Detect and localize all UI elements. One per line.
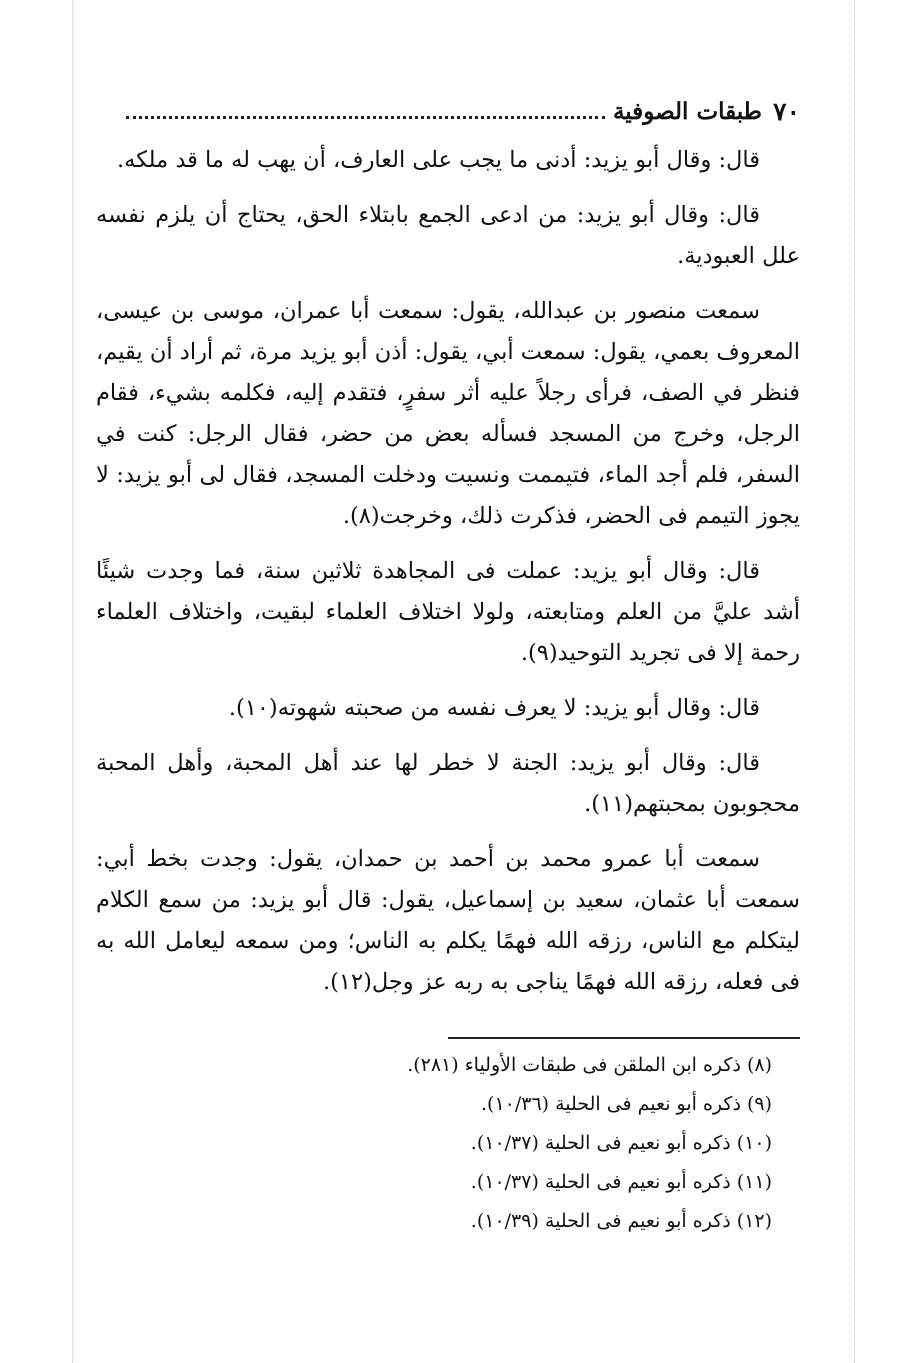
page-header (96, 96, 800, 136)
paragraph: قال: وقال أبو يزيد: عملت فى المجاهدة ثلاثين سنة، فما وجدت شيئًا أشد عليَّ من العلم ومتابعته، ولولا اختلاف العلماء لبقيت، واختلاف العلماء رحمة إلا فى تجريد التوحيد(٩). (96, 558, 800, 666)
footnote: (١٢) ذكره أبو نعيم فى الحلية (١٠/٣٩). (470, 1210, 772, 1232)
header-dotted-leader (126, 116, 605, 119)
footnotes (96, 1046, 800, 1241)
paragraph: قال: وقال أبو يزيد: لا يعرف نفسه من صحبته شهوته(١٠). (228, 695, 760, 721)
paragraph: قال: وقال أبو يزيد: الجنة لا خطر لها عند أهل المحبة، وأهل المحبة محجوبون بمحبتهم(١١). (96, 750, 800, 817)
footnote: (١٠) ذكره أبو نعيم فى الحلية (١٠/٣٧). (470, 1132, 772, 1154)
running-title: طبقات الصوفية (612, 98, 762, 125)
footnote: (٩) ذكره أبو نعيم فى الحلية (١٠/٣٦). (480, 1093, 772, 1115)
page-number: ٧٠ (773, 97, 800, 126)
footnote: (١١) ذكره أبو نعيم فى الحلية (١٠/٣٧). (470, 1171, 772, 1193)
scan-guide-line (72, 0, 73, 1363)
footnote-separator (448, 1037, 800, 1039)
paragraph: قال: وقال أبو يزيد: أدنى ما يجب على العارف، أن يهب له ما قد ملكه. (117, 147, 760, 173)
scan-guide-line (854, 0, 855, 1363)
paragraph: سمعت منصور بن عبدالله، يقول: سمعت أبا عمران، موسى بن عيسى، المعروف بعمي، يقول: سمعت أبي، يقول: أذن أبو يزيد مرة، ثم أراد أن يقيم، فنظر في الصف، فرأى رجلاً عليه أثر سفرٍ، فتقدم إليه، فكلمه بشيء، فقام الرجل، وخرج من المسجد فسأله بعض من حضر، فقال الرجل: كنت في السفر، فلم أجد الماء، فتيممت ونسيت ودخلت المسجد، فقال لى أبو يزيد: لا يجوز التيمم فى الحضر، فذكرت ذلك، وخرجت(٨). (96, 298, 800, 529)
paragraph: قال: وقال أبو يزيد: من ادعى الجمع بابتلاء الحق، يحتاج أن يلزم نفسه علل العبودية. (96, 202, 800, 269)
main-text (96, 140, 800, 1017)
paragraph: سمعت أبا عمرو محمد بن أحمد بن حمدان، يقول: وجدت بخط أبي: سمعت أبا عثمان، سعيد بن إسماعيل، يقول: قال أبو يزيد: من سمع الكلام ليتكلم مع الناس، رزقه الله فهمًا يكلم به الناس؛ ومن سمعه ليعامل الله به فى فعله، رزقه الله فهمًا يناجى به ربه عز وجل(١٢). (96, 846, 800, 995)
footnote: (٨) ذكره ابن الملقن فى طبقات الأولياء (٢٨١). (407, 1054, 772, 1076)
